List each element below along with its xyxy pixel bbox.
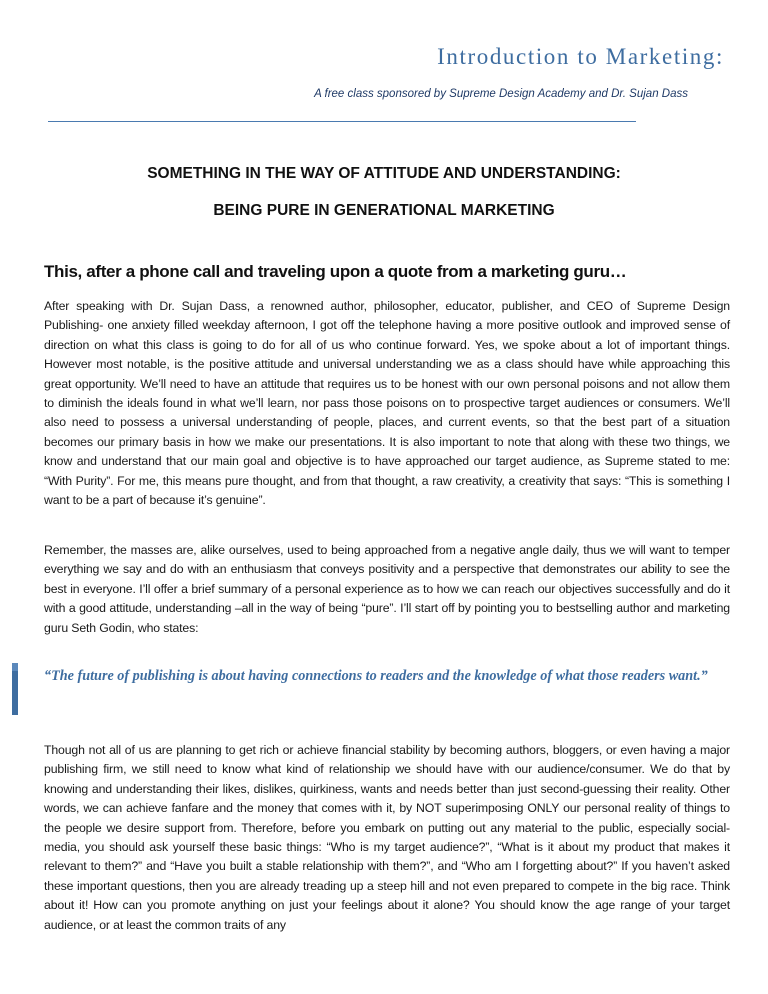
document-subtitle: A free class sponsored by Supreme Design Academy and Dr. Sujan Dass — [314, 88, 688, 100]
body-paragraph-1: After speaking with Dr. Sujan Dass, a renowned author, philosopher, educator, publisher, and CEO of Supreme Design Publishing- one anxiety filled weekday afternoon, I got off the telephone having a more positive outlook and improved sense of direction on what this class is going to do for all of us who continue forward. Yes, we spoke about a lot of important things. However most notable, is the positive attitude and universal understanding we as a class should have while approaching this great opportunity. We’ll need to have an attitude that requires us to be honest with our own personal poisons and not allow them to diminish the ideals found in what we’ll learn, nor pass those poisons on to prospective target audiences or consumers. We’ll also need to possess a universal understanding of people, places, and current events, so that the best part of a situation becomes our primary basis in how we make our presentations. It is also important to note that along with these two things, we know and understand that our main goal and objective is to have approached our target audience, as Supreme stated to me: “With Purity”. For me, this means pure thought, and from that thought, a raw creativity, a creativity that says: “This is something I want to be a part of because it’s genuine”. — [44, 299, 730, 508]
document-title: Introduction to Marketing: — [437, 44, 724, 69]
body-paragraph-2: Remember, the masses are, alike ourselves, used to being approached from a negative angle daily, thus we will want to temper everything we say and do with an enthusiasm that conveys positivity and a perspective that demonstrates our ability to see the best in everyone. I’ll offer a brief summary of a personal experience as to how we can reach our objectives successfully and do it with a good attitude, understanding –all in the way of being “pure”. I’ll start off by pointing you to bestselling author and marketing guru Seth Godin, who states: — [44, 543, 730, 635]
lead-heading: This, after a phone call and traveling upon a quote from a marketing guru… — [44, 262, 627, 281]
quote-accent-bar — [12, 663, 18, 715]
header-divider — [48, 121, 636, 122]
section-heading-line-1: SOMETHING IN THE WAY OF ATTITUDE AND UNDERSTANDING: — [147, 165, 621, 182]
body-paragraph-3: Though not all of us are planning to get rich or achieve financial stability by becoming authors, bloggers, or even having a major publishing firm, we still need to know what kind of relationship we should have with our audience/consumer. We do that by knowing and understanding their likes, dislikes, quirkiness, wants and needs better than just second-guessing their reality. Other words, we can achieve fanfare and the money that comes with it, by NOT superimposing ONLY our personal reality of things to the people we desire support from. Therefore, before you embark on putting out any material to the public, especially social-media, you should ask yourself these basic things: “Who is my target audience?”, “What is it about my product that makes it relevant to them?” and “Have you built a stable relationship with them?”, and “Who am I forgetting about?” If you haven’t asked these important questions, then you are already treading up a steep hill and not even prepared to compete in the big race. Think about it! How can you promote anything on just your feelings about it alone? You should know the age range of your target audience, or at least the common traits of any — [44, 743, 730, 932]
pull-quote: “The future of publishing is about having connections to readers and the knowledge of what those readers want.” — [44, 668, 708, 684]
section-heading-line-2: BEING PURE IN GENERATIONAL MARKETING — [213, 202, 555, 219]
